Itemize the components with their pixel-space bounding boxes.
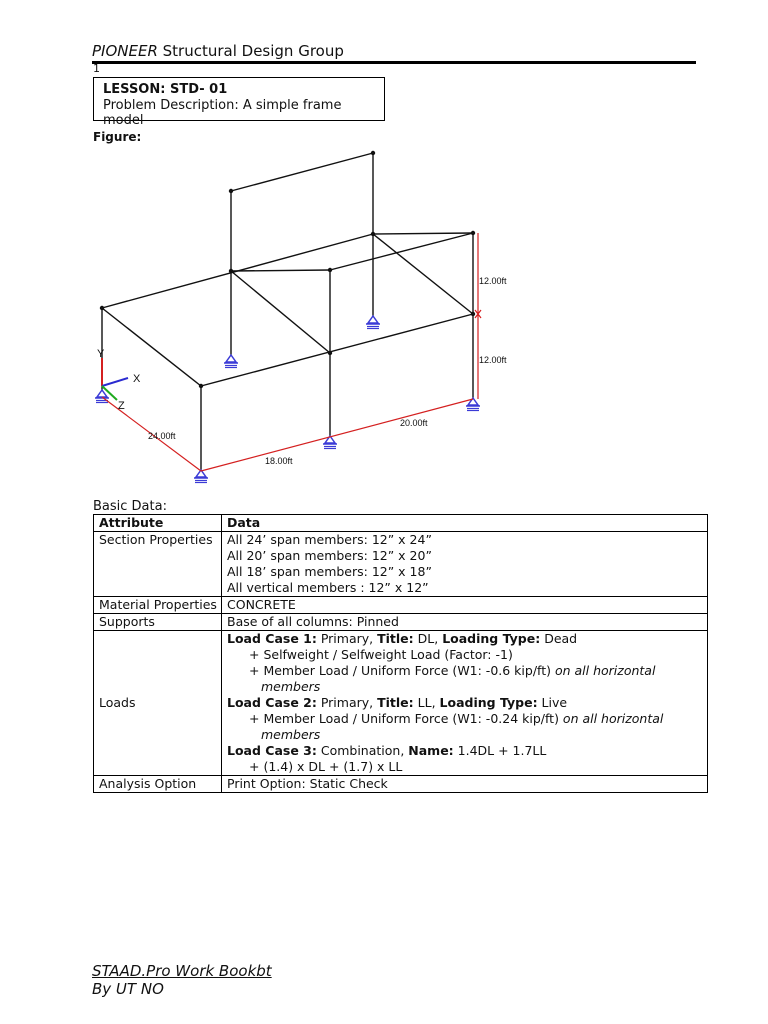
section-data — [222, 532, 708, 597]
load-case-3: Load Case 3: Combination, Name: 1.4DL + 1.7LL — [227, 743, 547, 758]
load-case-2: Load Case 2: Primary, Title: LL, Loading Type: Live — [227, 695, 568, 710]
table-row — [94, 532, 708, 597]
header-data: Data — [222, 515, 708, 532]
lesson-title: LESSON: STD- 01 — [103, 82, 228, 97]
material-value: CONCRETE — [222, 597, 708, 614]
section-line: All 18’ span members: 12” x 18” — [227, 564, 432, 579]
lesson-box — [93, 77, 385, 128]
attr-analysis: Analysis Option — [94, 776, 222, 793]
header-rule — [92, 61, 696, 64]
lc1-item-cont: members — [261, 679, 321, 694]
axis-z-label: Z — [118, 400, 125, 412]
axis-x-label: X — [133, 373, 141, 385]
dim-span-18: 18.00ft — [265, 456, 293, 466]
dim-span-24: 24.00ft — [148, 431, 176, 441]
basic-data-label: Basic Data: — [93, 499, 167, 514]
table-row — [94, 631, 708, 776]
axis-triad — [102, 358, 128, 400]
header-attribute: Attribute — [94, 515, 222, 532]
lc3-item: + (1.4) x DL + (1.7) x LL — [249, 759, 403, 774]
figure-label: Figure: — [93, 130, 142, 144]
dim-height-lower: 12.00ft — [479, 355, 507, 365]
lc1-item: + Member Load / Uniform Force (W1: -0.6 kip/ft) on all horizontal — [249, 663, 656, 678]
lc1-item: + Selfweight / Selfweight Load (Factor: -1) — [249, 647, 513, 662]
dim-span-20: 20.00ft — [400, 418, 428, 428]
attr-material: Material Properties — [94, 597, 222, 614]
lc2-item: + Member Load / Uniform Force (W1: -0.24 kip/ft) on all horizontal — [249, 711, 664, 726]
supports-value: Base of all columns: Pinned — [222, 614, 708, 631]
page-footer — [92, 962, 272, 998]
loads-data — [222, 631, 708, 776]
analysis-value: Print Option: Static Check — [222, 776, 708, 793]
axis-y-label: Y — [97, 348, 105, 360]
section-line: All 20’ span members: 12” x 20” — [227, 548, 432, 563]
page-number: 1 — [93, 62, 100, 75]
table-row — [94, 776, 708, 793]
company-name-italic: PIONEER — [92, 42, 158, 60]
footer-author: By UT NO — [92, 980, 164, 998]
company-name-rest: Structural Design Group — [157, 42, 344, 60]
attr-supports: Supports — [94, 614, 222, 631]
footer-book-title: STAAD.Pro Work Bookbt — [92, 962, 272, 980]
table-row — [94, 597, 708, 614]
section-line: All 24’ span members: 12” x 24” — [227, 532, 432, 547]
dim-height-upper: 12.00ft — [479, 276, 507, 286]
frame-model-figure — [88, 146, 507, 486]
lesson-description: Problem Description: A simple frame model — [103, 98, 342, 128]
attr-section: Section Properties — [94, 532, 222, 597]
load-case-1: Load Case 1: Primary, Title: DL, Loading Type: Dead — [227, 631, 578, 646]
frame-nodes — [100, 151, 475, 388]
section-line: All vertical members : 12” x 12” — [227, 580, 429, 595]
lc2-item-cont: members — [261, 727, 321, 742]
basic-data-table — [93, 514, 708, 793]
attr-loads: Loads — [94, 631, 222, 776]
table-row — [94, 614, 708, 631]
page-header — [92, 42, 344, 60]
